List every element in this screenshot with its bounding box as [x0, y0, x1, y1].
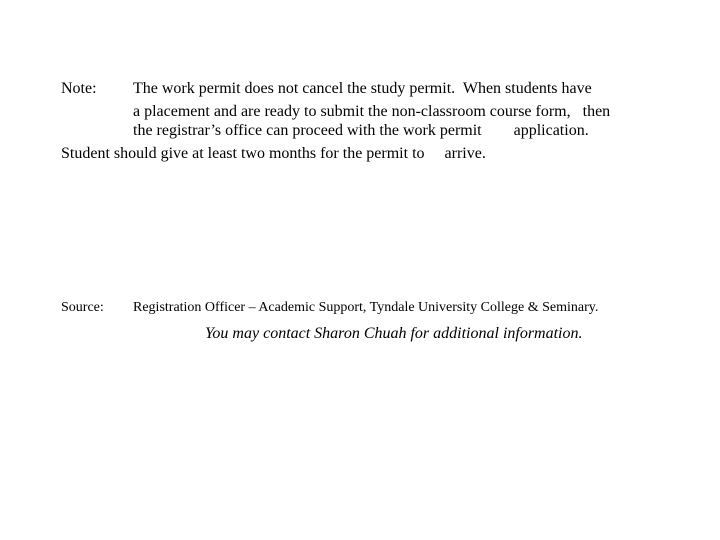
- note-line-1: The work permit does not cancel the study permit. When students have: [133, 80, 592, 97]
- contact-note: You may contact Sharon Chuah for additional information.: [205, 325, 583, 342]
- source-text: Registration Officer – Academic Support, Tyndale University College & Seminary.: [133, 300, 599, 315]
- note-line-3: the registrar’s office can proceed with the work permit application.: [133, 122, 589, 139]
- note-label: Note:: [61, 80, 97, 97]
- note-line-4: Student should give at least two months for the permit to arrive.: [61, 145, 486, 162]
- source-label: Source:: [61, 300, 104, 315]
- note-line-2: a placement and are ready to submit the non-classroom course form, then: [133, 103, 611, 120]
